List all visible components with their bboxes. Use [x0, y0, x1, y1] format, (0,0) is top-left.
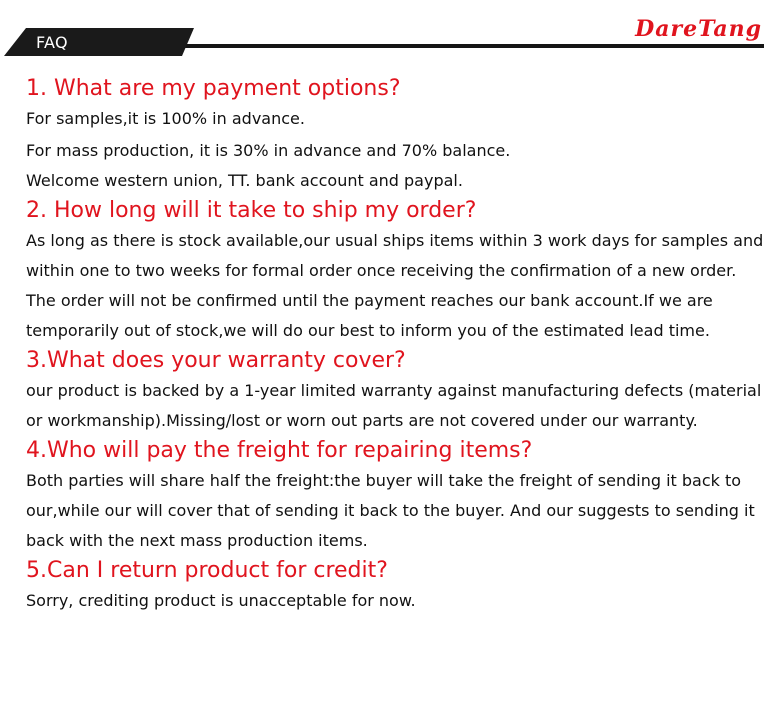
faq-answer: As long as there is stock available,our usual ships items within 3 work days for samples and within one to two weeks for formal order once receiving the confirmation of a new order. The order will not be confirmed until the payment reaches our bank account.If we are temporarily out of stock,we will do our best to inform you of the estimated lead time. — [26, 231, 764, 340]
faq-answer: our product is backed by a 1-year limited warranty against manufacturing defects (material or workmanship).Missing/lost or worn out parts are not covered under our warranty. — [26, 381, 762, 430]
header-divider-line — [180, 44, 764, 48]
faq-item-1 — [26, 74, 766, 196]
faq-answer: Sorry, crediting product is unacceptable for now. — [26, 591, 416, 610]
faq-item-5 — [26, 556, 766, 616]
faq-content — [26, 74, 766, 616]
faq-question: 2. How long will it take to ship my order? — [26, 198, 477, 223]
faq-answer: For samples,it is 100% in advance. — [26, 109, 305, 128]
faq-answer: Welcome western union, TT. bank account and paypal. — [26, 171, 463, 190]
faq-answer: For mass production, it is 30% in advance and 70% balance. — [26, 141, 511, 160]
faq-answer: Both parties will share half the freight:the buyer will take the freight of sending it back to our,while our will cover that of sending it back to the buyer. And our suggests to sending it back with the next mass production items. — [26, 471, 755, 550]
faq-question: 3.What does your warranty cover? — [26, 348, 406, 373]
faq-item-2 — [26, 196, 766, 346]
faq-item-3 — [26, 346, 766, 436]
faq-header — [0, 0, 782, 62]
faq-tab-label: FAQ — [36, 33, 68, 52]
faq-tab — [4, 28, 194, 56]
faq-question: 4.Who will pay the freight for repairing items? — [26, 438, 533, 463]
faq-question: 1. What are my payment options? — [26, 76, 401, 101]
faq-question: 5.Can I return product for credit? — [26, 558, 388, 583]
faq-item-4 — [26, 436, 766, 556]
brand-logo-text: DareTang — [635, 16, 762, 42]
